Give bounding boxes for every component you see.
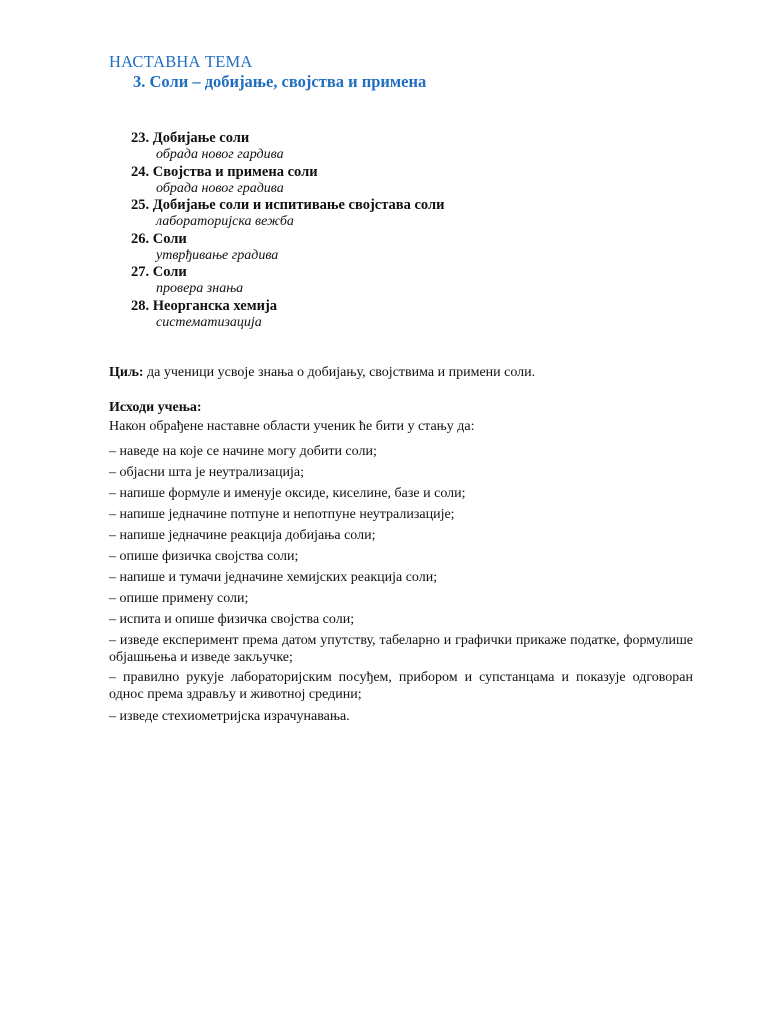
lesson-item xyxy=(131,263,631,297)
lesson-title: 23. Добијање соли xyxy=(131,130,250,146)
lesson-title: 27. Соли xyxy=(131,264,187,281)
outcome-item: – изведе стехиометријска израчунавања. xyxy=(109,709,350,724)
lesson-title: 25. Добијање соли и испитивање својстава соли xyxy=(131,197,445,214)
outcome-item: – објасни шта је неутрализација; xyxy=(109,465,304,480)
lesson-item xyxy=(131,163,631,197)
topic-label: НАСТАВНА ТЕМА xyxy=(109,52,253,71)
lesson-type: систематизација xyxy=(156,314,262,330)
topic-title: 3. Соли – добијање, својства и примена xyxy=(133,72,427,91)
lesson-item xyxy=(131,297,631,331)
outcome-item: – правилно рукује лабораторијским посуђем, прибором и супстанцама и показује одговоран однос према здрављу и животној средини; xyxy=(109,670,693,702)
goal-text: да ученици усвоје знања о добијању, својствима и примени соли. xyxy=(143,365,536,380)
lesson-type: провера знања xyxy=(156,281,244,297)
outcome-item: – опише примену соли; xyxy=(109,591,249,606)
goal-label: Циљ: xyxy=(109,365,144,380)
lesson-type: обрада новог гардива xyxy=(156,147,284,162)
lesson-title: 28. Неорганска хемија xyxy=(131,297,278,314)
outcome-item: – опише физичка својства соли; xyxy=(109,549,299,564)
outcome-item: – напише једначине реакција добијања соли; xyxy=(109,528,376,543)
outcomes-intro: Након обрађене наставне области ученик ће бити у стању да: xyxy=(109,419,475,434)
goal-paragraph xyxy=(109,365,709,381)
outcome-item: – напише једначине потпуне и непотпуне неутрализације; xyxy=(109,507,455,522)
outcome-item: – изведе експеримент према датом упутству, табеларно и графички прикаже податке, формулише објашњења и изведе закључке; xyxy=(109,633,693,665)
lesson-title: 26. Соли xyxy=(131,230,187,247)
lesson-item xyxy=(131,196,631,230)
lesson-item xyxy=(131,129,631,163)
outcome-item: – напише формуле и именује оксиде, киселине, базе и соли; xyxy=(109,486,466,501)
outcome-item: – испита и опише физичка својства соли; xyxy=(109,612,355,627)
outcome-item: – наведе на које се начине могу добити соли; xyxy=(109,444,377,459)
outcomes-list xyxy=(109,441,693,727)
lesson-title: 24. Својства и примена соли xyxy=(131,163,318,180)
lesson-item xyxy=(131,230,631,264)
lesson-list xyxy=(131,129,631,331)
outcome-item: – напише и тумачи једначине хемијских реакција соли; xyxy=(109,570,438,585)
lesson-type: утврђивање градива xyxy=(156,247,279,263)
outcomes-heading: Исходи учења: xyxy=(109,400,202,415)
lesson-type: лабораторијска вежба xyxy=(156,214,294,230)
lesson-type: обрада новог градива xyxy=(156,180,284,196)
